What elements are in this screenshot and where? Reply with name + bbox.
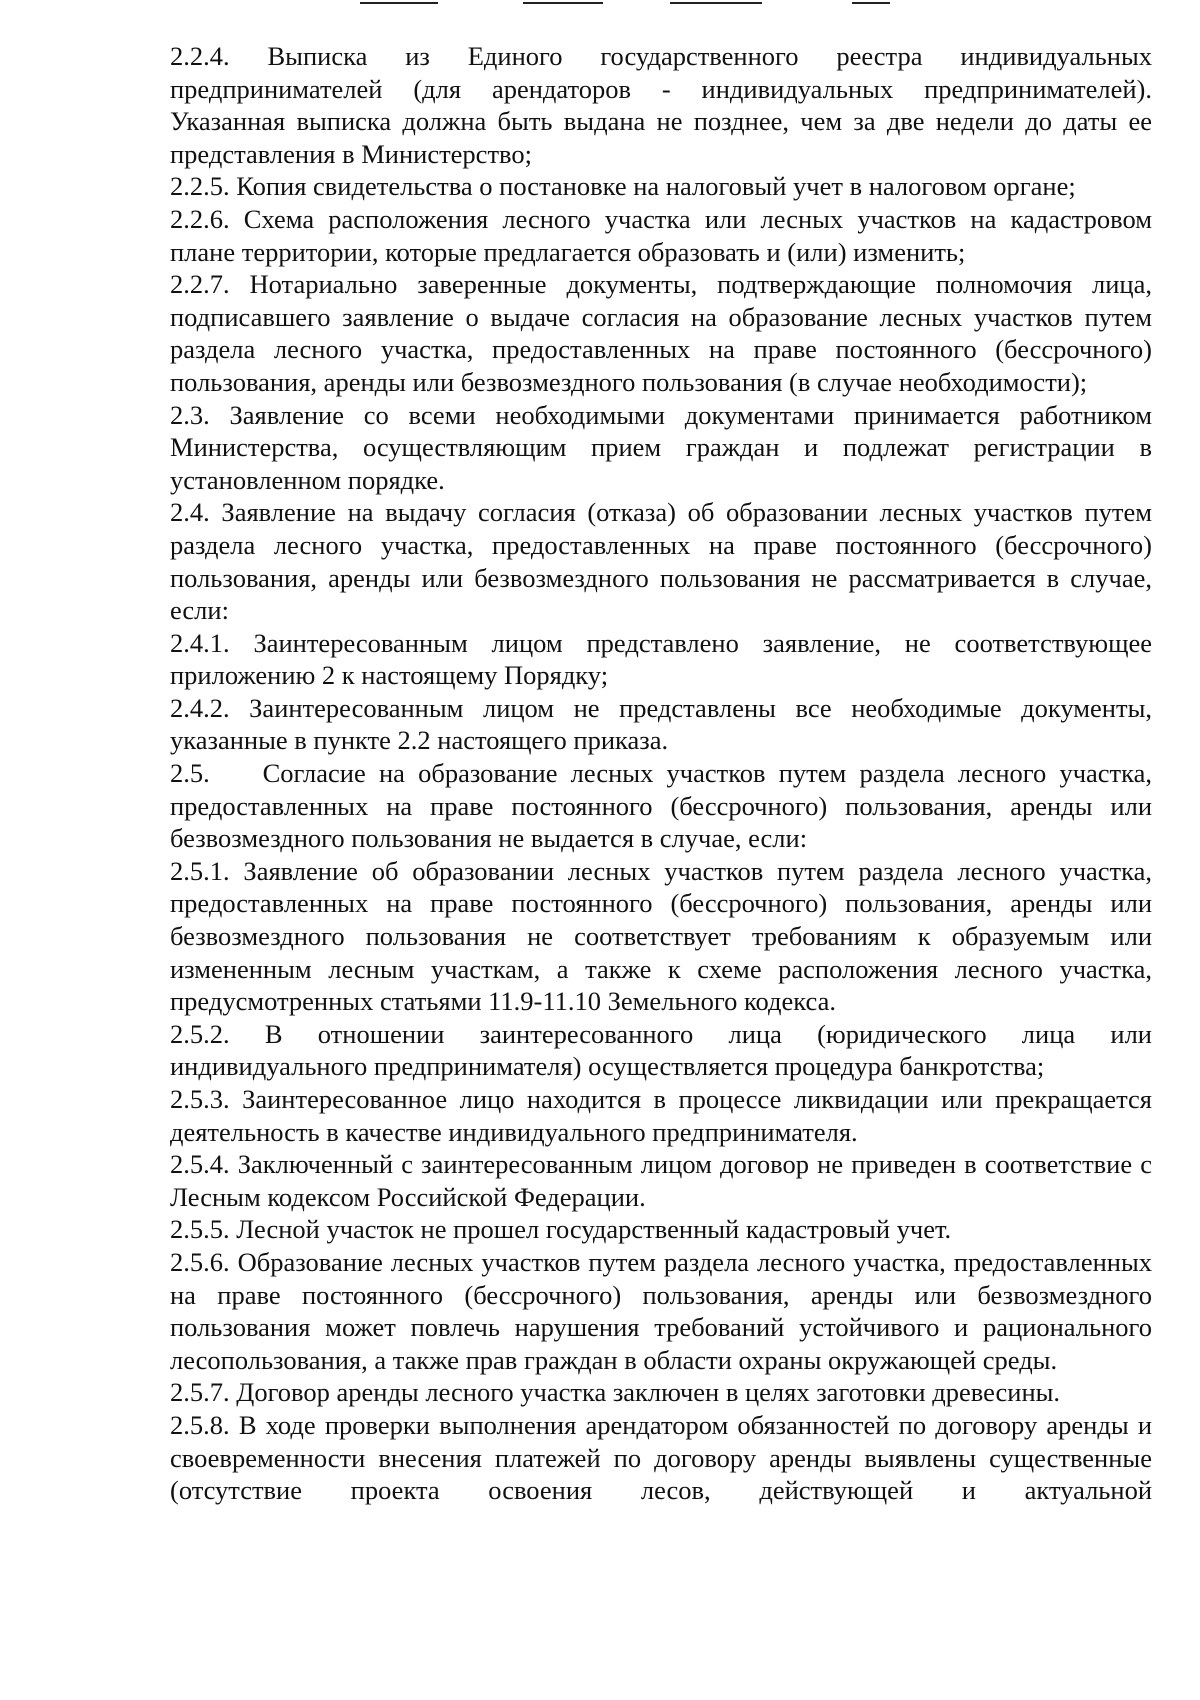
top-rule-mark [360,2,438,4]
paragraph-2-4-2: 2.4.2. Заинтересованным лицом не представлены все необходимые документы, указанные в пункте 2.2 настоящего приказа. [170,692,1152,756]
paragraph-2-4-1: 2.4.1. Заинтересованным лицом представлено заявление, не соответствующее приложению 2 к настоящему Порядку; [170,627,1152,691]
document-page [170,40,1159,1507]
paragraph-2-5-8: 2.5.8. В ходе проверки выполнения арендатором обязанностей по договору аренды и своевременности внесения платежей по договору аренды выявлены существенные (отсутствие проекта освоения лесов, действующей и актуальной [170,1409,1152,1506]
paragraph-2-5-5: 2.5.5. Лесной участок не прошел государственный кадастровый учет. [170,1214,952,1245]
top-rule-mark [523,2,603,4]
paragraph-2-5-2: 2.5.2. В отношении заинтересованного лица (юридического лица или индивидуального предпринимателя) осуществляется процедура банкротства; [170,1018,1152,1082]
paragraph-2-5: 2.5. Согласие на образование лесных участков путем раздела лесного участка, предоставленных на праве постоянного (бессрочного) пользования, аренды или безвозмездного пользования не выдается в случае, если: [170,758,1159,854]
paragraph-2-2-4: 2.2.4. Выписка из Единого государственного реестра индивидуальных предпринимателей (для арендаторов - индивидуальных предпринимателей). Указанная выписка должна быть выдана не позднее, чем за две недели до даты ее представления в Министерство; [170,41,1152,169]
paragraph-2-5-7: 2.5.7. Договор аренды лесного участка заключен в целях заготовки древесины. [170,1377,1061,1408]
paragraph-2-3: 2.3. Заявление со всеми необходимыми документами принимается работником Министерства, осуществляющим прием граждан и подлежат регистрации в установленном порядке. [170,399,1152,495]
paragraph-2-2-7: 2.2.7. Нотариально заверенные документы, подтверждающие полномочия лица, подписавшего заявление о выдаче согласия на образование лесных участков путем раздела лесного участка, предоставленных на праве постоянного (бессрочного) пользования, аренды или безвозмездного пользования (в случае необходимости); [170,269,1152,397]
top-rule-mark [670,2,762,4]
top-rule-mark [852,2,890,4]
paragraph-2-2-6: 2.2.6. Схема расположения лесного участка или лесных участков на кадастровом плане территории, которые предлагается образовать и (или) изменить; [170,203,1152,267]
paragraph-2-5-3: 2.5.3. Заинтересованное лицо находится в процессе ликвидации или прекращается деятельность в качестве индивидуального предпринимателя. [170,1084,1152,1147]
paragraph-2-4: 2.4. Заявление на выдачу согласия (отказа) об образовании лесных участков путем раздела лесного участка, предоставленных на праве постоянного (бессрочного) пользования, аренды или безвозмездного пользования не рассматривается в случае, если: [170,497,1152,626]
paragraph-2-5-4: 2.5.4. Заключенный с заинтересованным лицом договор не приведен в соответствие с Лесным кодексом Российской Федерации. [170,1149,1152,1212]
paragraph-2-5-1: 2.5.1. Заявление об образовании лесных участков путем раздела лесного участка, предоставленных на праве постоянного (бессрочного) пользования, аренды или безвозмездного пользования не соответствует требованиям к образуемым или измененным лесным участкам, а также к схеме расположения лесного участка, предусмотренных статьями 11.9-11.10 Земельного кодекса. [170,855,1152,1017]
page-top-edge-marks [0,0,1200,12]
paragraph-2-2-5: 2.2.5. Копия свидетельства о постановке на налоговый учет в налоговом органе; [170,171,1076,202]
paragraph-2-5-6: 2.5.6. Образование лесных участков путем раздела лесного участка, предоставленных на праве постоянного (бессрочного) пользования, аренды или безвозмездного пользования может повлечь нарушения требований устойчивого и рационального лесопользования, а также прав граждан в области охраны окружающей среды. [170,1246,1152,1375]
